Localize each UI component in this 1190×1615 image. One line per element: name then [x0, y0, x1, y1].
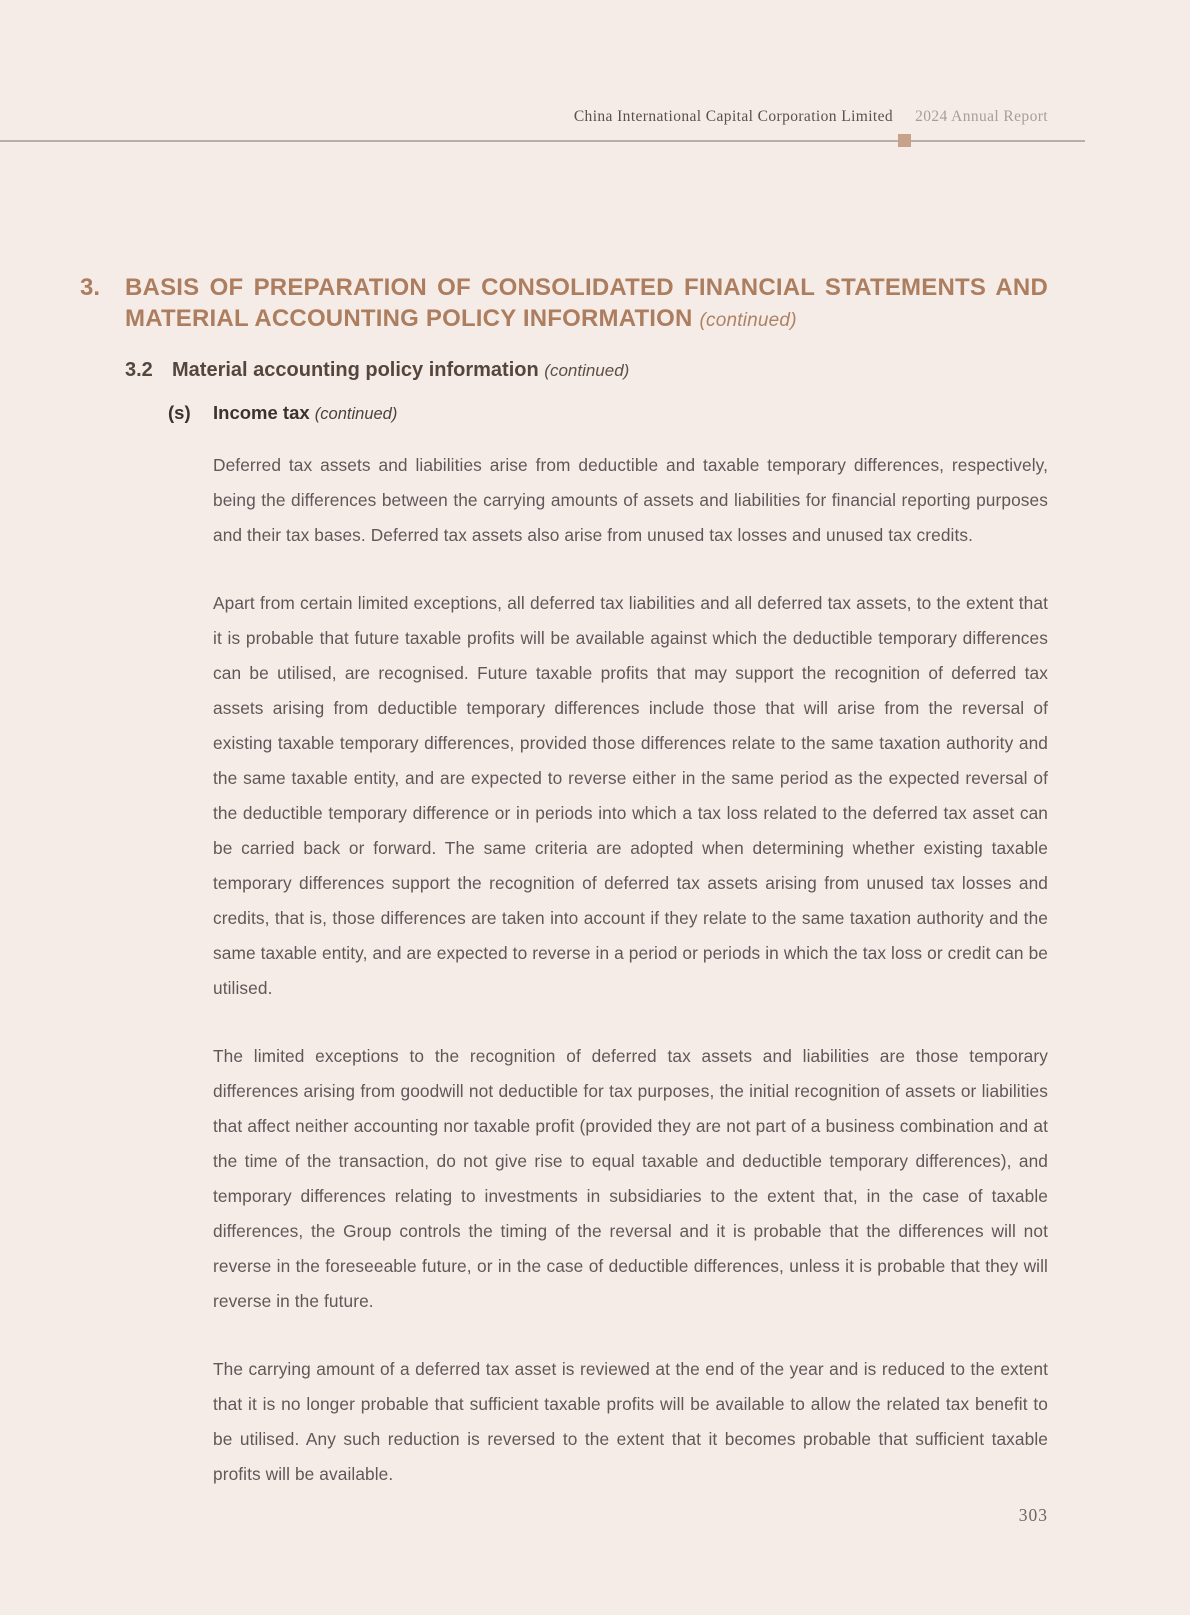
subsection-title: Material accounting policy information (continued) [172, 359, 630, 381]
section-continued-label: (continued) [699, 310, 797, 331]
subsection-heading [125, 357, 1048, 384]
paragraph: Apart from certain limited exceptions, all deferred tax liabilities and all deferred tax assets, to the extent that it is probable that future taxable profits will be available against which the deductible temporary differences can be utilised, are recognised. Future taxable profits that may support the recognition of deferred tax assets arising from deductible temporary differences include those that will arise from the reversal of existing taxable temporary differences, provided those differences relate to the same taxation authority and the same taxable entity, and are expected to reverse either in the same period as the expected reversal of the deductible temporary difference or in periods into which a tax loss related to the deferred tax asset can be carried back or forward. The same criteria are adopted when determining whether existing taxable temporary differences support the recognition of deferred tax assets arising from unused tax losses and credits, that is, those differences are taken into account if they relate to the same taxation authority and the same taxable entity, and are expected to reverse in a period or periods in which the tax loss or credit can be utilised. [213, 593, 1048, 998]
section-heading [80, 272, 1048, 336]
header-report-title: 2024 Annual Report [915, 108, 1048, 125]
running-header [574, 108, 1048, 126]
paragraph: Deferred tax assets and liabilities arise from deductible and taxable temporary differences, respectively, being the differences between the carrying amounts of assets and liabilities for financial reporting purposes and their tax bases. Deferred tax assets also arise from unused tax losses and unused tax credits. [213, 455, 1048, 545]
subsection-number: 3.2 [125, 359, 153, 381]
item-label: (s) [168, 402, 191, 423]
paragraph: The limited exceptions to the recognition of deferred tax assets and liabilities are those temporary differences arising from goodwill not deductible for tax purposes, the initial recognition of assets or liabilities that affect neither accounting nor taxable profit (provided they are not part of a business combination and at the time of the transaction, do not give rise to equal taxable and deductible temporary differences), and temporary differences relating to investments in subsidiaries to the extent that, in the case of taxable differences, the Group controls the timing of the reversal and it is probable that the differences will not reverse in the foreseeable future, or in the case of deductible differences, unless it is probable that they will reverse in the future. [213, 1046, 1048, 1311]
section-number: 3. [80, 274, 101, 301]
section-title-line1: BASIS OF PREPARATION OF CONSOLIDATED FINANCIAL STATEMENTS AND [125, 274, 1048, 301]
item-title: Income tax (continued) [213, 402, 398, 423]
section-title-line2: MATERIAL ACCOUNTING POLICY INFORMATION (continued) [125, 305, 797, 332]
subsection-continued-label: (continued) [544, 361, 630, 380]
item-heading [168, 400, 1048, 427]
main-content [80, 272, 1048, 1492]
header-company-name: China International Capital Corporation Limited [573, 108, 894, 125]
header-rule [0, 140, 1085, 142]
body-paragraphs [213, 448, 1048, 1492]
page-number: 303 [1018, 1505, 1048, 1525]
item-continued-label: (continued) [314, 405, 398, 423]
header-accent-square [898, 134, 911, 147]
paragraph: The carrying amount of a deferred tax asset is reviewed at the end of the year and is reduced to the extent that it is no longer probable that sufficient taxable profits will be available to allow the related tax benefit to be utilised. Any such reduction is reversed to the extent that it becomes probable that sufficient taxable profits will be available. [213, 1359, 1048, 1484]
